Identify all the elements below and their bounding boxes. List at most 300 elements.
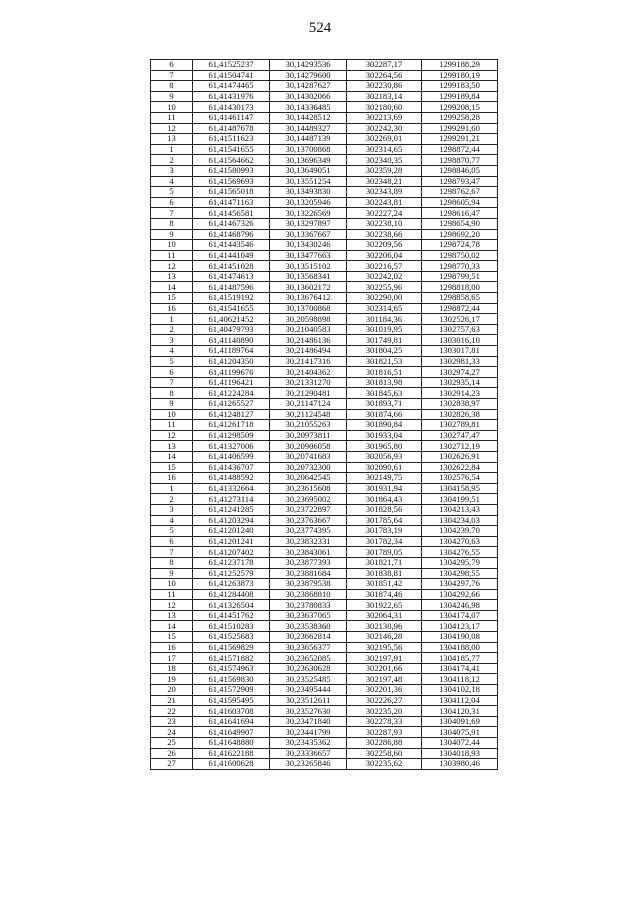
y-coordinate-cell: 1302757,63 — [422, 324, 498, 335]
y-coordinate-cell: 1304091,69 — [422, 716, 498, 727]
latitude-cell: 61,41541655 — [193, 303, 270, 314]
longitude-cell: 30,23763667 — [270, 515, 347, 526]
table-row — [151, 727, 498, 738]
y-coordinate-cell: 1302914,23 — [422, 388, 498, 399]
longitude-cell: 30,23652085 — [270, 653, 347, 664]
y-coordinate-cell: 1304120,31 — [422, 706, 498, 717]
latitude-cell: 61,41569830 — [193, 674, 270, 685]
table-row — [151, 547, 498, 558]
table-row — [151, 134, 498, 145]
point-number-cell: 7 — [151, 377, 193, 388]
longitude-cell: 30,23879538 — [270, 579, 347, 590]
table-row — [151, 314, 498, 325]
table-row — [151, 250, 498, 261]
point-number-cell: 3 — [151, 335, 193, 346]
latitude-cell: 61,41203294 — [193, 515, 270, 526]
longitude-cell: 30,21055263 — [270, 420, 347, 431]
x-coordinate-cell: 301749,81 — [347, 335, 422, 346]
x-coordinate-cell: 301828,56 — [347, 504, 422, 515]
point-number-cell: 15 — [151, 462, 193, 473]
longitude-cell: 30,13430246 — [270, 240, 347, 251]
latitude-cell: 61,41201240 — [193, 526, 270, 537]
y-coordinate-cell: 1298846,05 — [422, 165, 498, 176]
y-coordinate-cell: 1298770,33 — [422, 261, 498, 272]
point-number-cell: 3 — [151, 504, 193, 515]
longitude-cell: 30,23695002 — [270, 494, 347, 505]
y-coordinate-cell: 1299258,28 — [422, 112, 498, 123]
y-coordinate-cell: 1304158,95 — [422, 483, 498, 494]
point-number-cell: 13 — [151, 610, 193, 621]
y-coordinate-cell: 1302576,54 — [422, 473, 498, 484]
y-coordinate-cell: 1302622,84 — [422, 462, 498, 473]
longitude-cell: 30,23615608 — [270, 483, 347, 494]
point-number-cell: 2 — [151, 494, 193, 505]
x-coordinate-cell: 301933,04 — [347, 430, 422, 441]
x-coordinate-cell: 301874,46 — [347, 589, 422, 600]
table-row — [151, 218, 498, 229]
x-coordinate-cell: 302264,56 — [347, 70, 422, 81]
x-coordinate-cell: 302235,62 — [347, 759, 422, 770]
longitude-cell: 30,20973811 — [270, 430, 347, 441]
y-coordinate-cell: 1304102,18 — [422, 685, 498, 696]
y-coordinate-cell: 1298872,44 — [422, 144, 498, 155]
x-coordinate-cell: 302183,14 — [347, 91, 422, 102]
point-number-cell: 15 — [151, 293, 193, 304]
y-coordinate-cell: 1304018,93 — [422, 748, 498, 759]
table-row — [151, 261, 498, 272]
x-coordinate-cell: 302242,30 — [347, 123, 422, 134]
longitude-cell: 30,13493830 — [270, 187, 347, 198]
point-number-cell: 16 — [151, 473, 193, 484]
table-row — [151, 483, 498, 494]
table-row — [151, 60, 498, 71]
x-coordinate-cell: 302243,81 — [347, 197, 422, 208]
point-number-cell: 5 — [151, 526, 193, 537]
table-row — [151, 187, 498, 198]
x-coordinate-cell: 302343,89 — [347, 187, 422, 198]
table-row — [151, 102, 498, 113]
latitude-cell: 61,41332664 — [193, 483, 270, 494]
latitude-cell: 61,41441049 — [193, 250, 270, 261]
table-row — [151, 632, 498, 643]
table-row — [151, 165, 498, 176]
latitude-cell: 61,41467326 — [193, 218, 270, 229]
latitude-cell: 61,41451762 — [193, 610, 270, 621]
table-row — [151, 229, 498, 240]
table-row — [151, 589, 498, 600]
table-row — [151, 399, 498, 410]
table-row — [151, 716, 498, 727]
x-coordinate-cell: 302278,33 — [347, 716, 422, 727]
x-coordinate-cell: 302213,69 — [347, 112, 422, 123]
x-coordinate-cell: 302216,57 — [347, 261, 422, 272]
x-coordinate-cell: 302056,93 — [347, 451, 422, 462]
table-row — [151, 600, 498, 611]
latitude-cell: 61,41595495 — [193, 695, 270, 706]
latitude-cell: 61,41622188 — [193, 748, 270, 759]
table-row — [151, 420, 498, 431]
longitude-cell: 30,14279600 — [270, 70, 347, 81]
latitude-cell: 61,41436707 — [193, 462, 270, 473]
longitude-cell: 30,21040583 — [270, 324, 347, 335]
longitude-cell: 30,23780833 — [270, 600, 347, 611]
point-number-cell: 1 — [151, 314, 193, 325]
y-coordinate-cell: 1298605,94 — [422, 197, 498, 208]
latitude-cell: 61,41326504 — [193, 600, 270, 611]
x-coordinate-cell: 302287,93 — [347, 727, 422, 738]
y-coordinate-cell: 1298870,77 — [422, 155, 498, 166]
y-coordinate-cell: 1304188,00 — [422, 642, 498, 653]
latitude-cell: 61,41649907 — [193, 727, 270, 738]
x-coordinate-cell: 302255,96 — [347, 282, 422, 293]
longitude-cell: 30,20906058 — [270, 441, 347, 452]
table-row — [151, 81, 498, 92]
longitude-cell: 30,23774395 — [270, 526, 347, 537]
table-row — [151, 515, 498, 526]
y-coordinate-cell: 1304123,17 — [422, 621, 498, 632]
point-number-cell: 1 — [151, 483, 193, 494]
latitude-cell: 61,41263873 — [193, 579, 270, 590]
y-coordinate-cell: 1302981,33 — [422, 356, 498, 367]
table-row — [151, 91, 498, 102]
latitude-cell: 61,41443546 — [193, 240, 270, 251]
latitude-cell: 61,41241285 — [193, 504, 270, 515]
point-number-cell: 27 — [151, 759, 193, 770]
point-number-cell: 9 — [151, 399, 193, 410]
point-number-cell: 2 — [151, 155, 193, 166]
point-number-cell: 14 — [151, 621, 193, 632]
latitude-cell: 61,41456581 — [193, 208, 270, 219]
latitude-cell: 61,41196421 — [193, 377, 270, 388]
y-coordinate-cell: 1304295,79 — [422, 557, 498, 568]
x-coordinate-cell: 302195,56 — [347, 642, 422, 653]
longitude-cell: 30,23441799 — [270, 727, 347, 738]
longitude-cell: 30,23265846 — [270, 759, 347, 770]
x-coordinate-cell: 301184,36 — [347, 314, 422, 325]
x-coordinate-cell: 302149,75 — [347, 473, 422, 484]
longitude-cell: 30,21124548 — [270, 409, 347, 420]
y-coordinate-cell: 1304276,55 — [422, 547, 498, 558]
latitude-cell: 61,41284408 — [193, 589, 270, 600]
longitude-cell: 30,23525485 — [270, 674, 347, 685]
latitude-cell: 61,41471163 — [193, 197, 270, 208]
y-coordinate-cell: 1304246,98 — [422, 600, 498, 611]
table-row — [151, 144, 498, 155]
table-row — [151, 642, 498, 653]
x-coordinate-cell: 302209,56 — [347, 240, 422, 251]
x-coordinate-cell: 302359,28 — [347, 165, 422, 176]
latitude-cell: 61,41224284 — [193, 388, 270, 399]
point-number-cell: 9 — [151, 568, 193, 579]
y-coordinate-cell: 1304234,03 — [422, 515, 498, 526]
y-coordinate-cell: 1304185,77 — [422, 653, 498, 664]
table-row — [151, 738, 498, 749]
point-number-cell: 10 — [151, 579, 193, 590]
x-coordinate-cell: 302090,61 — [347, 462, 422, 473]
latitude-cell: 61,41603708 — [193, 706, 270, 717]
longitude-cell: 30,23527630 — [270, 706, 347, 717]
latitude-cell: 61,41541655 — [193, 144, 270, 155]
x-coordinate-cell: 302064,31 — [347, 610, 422, 621]
y-coordinate-cell: 1302826,38 — [422, 409, 498, 420]
x-coordinate-cell: 302201,66 — [347, 663, 422, 674]
latitude-cell: 61,41204350 — [193, 356, 270, 367]
x-coordinate-cell: 302180,60 — [347, 102, 422, 113]
point-number-cell: 8 — [151, 81, 193, 92]
table-row — [151, 356, 498, 367]
table-row — [151, 367, 498, 378]
x-coordinate-cell: 301851,42 — [347, 579, 422, 590]
table-row — [151, 759, 498, 770]
latitude-cell: 61,41569829 — [193, 642, 270, 653]
point-number-cell: 12 — [151, 261, 193, 272]
latitude-cell: 61,41510283 — [193, 621, 270, 632]
latitude-cell: 61,41199676 — [193, 367, 270, 378]
longitude-cell: 30,14302066 — [270, 91, 347, 102]
latitude-cell: 61,41201241 — [193, 536, 270, 547]
table-row — [151, 653, 498, 664]
point-number-cell: 8 — [151, 218, 193, 229]
latitude-cell: 61,41327006 — [193, 441, 270, 452]
longitude-cell: 30,20598898 — [270, 314, 347, 325]
latitude-cell: 61,41504741 — [193, 70, 270, 81]
longitude-cell: 30,23877393 — [270, 557, 347, 568]
longitude-cell: 30,14336485 — [270, 102, 347, 113]
point-number-cell: 6 — [151, 367, 193, 378]
point-number-cell: 12 — [151, 123, 193, 134]
longitude-cell: 30,13515102 — [270, 261, 347, 272]
x-coordinate-cell: 302286,88 — [347, 738, 422, 749]
x-coordinate-cell: 301019,95 — [347, 324, 422, 335]
longitude-cell: 30,20732300 — [270, 462, 347, 473]
table-row — [151, 282, 498, 293]
latitude-cell: 61,41189764 — [193, 346, 270, 357]
x-coordinate-cell: 301922,65 — [347, 600, 422, 611]
latitude-cell: 61,40621452 — [193, 314, 270, 325]
y-coordinate-cell: 1303016,10 — [422, 335, 498, 346]
longitude-cell: 30,14293536 — [270, 60, 347, 71]
x-coordinate-cell: 301816,51 — [347, 367, 422, 378]
x-coordinate-cell: 301813,98 — [347, 377, 422, 388]
point-number-cell: 5 — [151, 187, 193, 198]
longitude-cell: 30,23843061 — [270, 547, 347, 558]
longitude-cell: 30,13696349 — [270, 155, 347, 166]
point-number-cell: 5 — [151, 356, 193, 367]
table-row — [151, 430, 498, 441]
point-number-cell: 7 — [151, 547, 193, 558]
x-coordinate-cell: 302130,96 — [347, 621, 422, 632]
point-number-cell: 18 — [151, 663, 193, 674]
point-number-cell: 10 — [151, 409, 193, 420]
longitude-cell: 30,13226569 — [270, 208, 347, 219]
latitude-cell: 61,41511623 — [193, 134, 270, 145]
latitude-cell: 61,41431976 — [193, 91, 270, 102]
point-number-cell: 3 — [151, 165, 193, 176]
x-coordinate-cell: 301785,64 — [347, 515, 422, 526]
y-coordinate-cell: 1304174,07 — [422, 610, 498, 621]
longitude-cell: 30,20642545 — [270, 473, 347, 484]
y-coordinate-cell: 1298793,47 — [422, 176, 498, 187]
table-row — [151, 123, 498, 134]
longitude-cell: 30,23495444 — [270, 685, 347, 696]
latitude-cell: 61,41298509 — [193, 430, 270, 441]
latitude-cell: 61,41207402 — [193, 547, 270, 558]
table-row — [151, 112, 498, 123]
coordinates-table-body — [151, 60, 498, 770]
table-row — [151, 685, 498, 696]
longitude-cell: 30,13700868 — [270, 303, 347, 314]
point-number-cell: 4 — [151, 515, 193, 526]
y-coordinate-cell: 1298858,65 — [422, 293, 498, 304]
longitude-cell: 30,23336657 — [270, 748, 347, 759]
y-coordinate-cell: 1303980,46 — [422, 759, 498, 770]
point-number-cell: 11 — [151, 250, 193, 261]
longitude-cell: 30,23637065 — [270, 610, 347, 621]
point-number-cell: 11 — [151, 420, 193, 431]
y-coordinate-cell: 1298724,78 — [422, 240, 498, 251]
y-coordinate-cell: 1304174,41 — [422, 663, 498, 674]
point-number-cell: 24 — [151, 727, 193, 738]
latitude-cell: 61,41600628 — [193, 759, 270, 770]
y-coordinate-cell: 1304190,08 — [422, 632, 498, 643]
x-coordinate-cell: 301864,43 — [347, 494, 422, 505]
y-coordinate-cell: 1304298,55 — [422, 568, 498, 579]
x-coordinate-cell: 302242,02 — [347, 271, 422, 282]
table-row — [151, 579, 498, 590]
point-number-cell: 25 — [151, 738, 193, 749]
point-number-cell: 11 — [151, 112, 193, 123]
point-number-cell: 16 — [151, 642, 193, 653]
point-number-cell: 14 — [151, 451, 193, 462]
y-coordinate-cell: 1302838,97 — [422, 399, 498, 410]
x-coordinate-cell: 302238,10 — [347, 218, 422, 229]
longitude-cell: 30,23832331 — [270, 536, 347, 547]
point-number-cell: 15 — [151, 632, 193, 643]
x-coordinate-cell: 302287,17 — [347, 60, 422, 71]
point-number-cell: 9 — [151, 229, 193, 240]
table-row — [151, 557, 498, 568]
x-coordinate-cell: 301845,63 — [347, 388, 422, 399]
y-coordinate-cell: 1302789,81 — [422, 420, 498, 431]
y-coordinate-cell: 1298872,44 — [422, 303, 498, 314]
longitude-cell: 30,23512611 — [270, 695, 347, 706]
table-row — [151, 176, 498, 187]
latitude-cell: 61,41451028 — [193, 261, 270, 272]
table-row — [151, 271, 498, 282]
point-number-cell: 11 — [151, 589, 193, 600]
x-coordinate-cell: 302314,65 — [347, 144, 422, 155]
y-coordinate-cell: 1298818,00 — [422, 282, 498, 293]
y-coordinate-cell: 1304199,51 — [422, 494, 498, 505]
x-coordinate-cell: 301804,25 — [347, 346, 422, 357]
y-coordinate-cell: 1299188,29 — [422, 60, 498, 71]
y-coordinate-cell: 1299180,19 — [422, 70, 498, 81]
latitude-cell: 61,41519192 — [193, 293, 270, 304]
y-coordinate-cell: 1304075,91 — [422, 727, 498, 738]
y-coordinate-cell: 1299291,60 — [422, 123, 498, 134]
table-row — [151, 494, 498, 505]
table-row — [151, 155, 498, 166]
point-number-cell: 6 — [151, 536, 193, 547]
x-coordinate-cell: 302290,00 — [347, 293, 422, 304]
point-number-cell: 1 — [151, 144, 193, 155]
x-coordinate-cell: 302227,24 — [347, 208, 422, 219]
point-number-cell: 6 — [151, 197, 193, 208]
point-number-cell: 17 — [151, 653, 193, 664]
x-coordinate-cell: 301874,66 — [347, 409, 422, 420]
latitude-cell: 61,41488592 — [193, 473, 270, 484]
x-coordinate-cell: 302201,36 — [347, 685, 422, 696]
longitude-cell: 30,13205946 — [270, 197, 347, 208]
x-coordinate-cell: 302230,86 — [347, 81, 422, 92]
latitude-cell: 61,40479793 — [193, 324, 270, 335]
table-row — [151, 324, 498, 335]
x-coordinate-cell: 302269,01 — [347, 134, 422, 145]
x-coordinate-cell: 302238,66 — [347, 229, 422, 240]
page-number: 524 — [308, 20, 332, 36]
latitude-cell: 61,41569693 — [193, 176, 270, 187]
longitude-cell: 30,23471840 — [270, 716, 347, 727]
table-row — [151, 504, 498, 515]
y-coordinate-cell: 1304270,63 — [422, 536, 498, 547]
latitude-cell: 61,41564662 — [193, 155, 270, 166]
point-number-cell: 10 — [151, 102, 193, 113]
table-row — [151, 536, 498, 547]
x-coordinate-cell: 302226,27 — [347, 695, 422, 706]
longitude-cell: 30,20741683 — [270, 451, 347, 462]
longitude-cell: 30,13477663 — [270, 250, 347, 261]
point-number-cell: 7 — [151, 208, 193, 219]
x-coordinate-cell: 301821,53 — [347, 356, 422, 367]
x-coordinate-cell: 301931,94 — [347, 483, 422, 494]
longitude-cell: 30,23538360 — [270, 621, 347, 632]
table-row — [151, 706, 498, 717]
latitude-cell: 61,41265527 — [193, 399, 270, 410]
y-coordinate-cell: 1299291,21 — [422, 134, 498, 145]
y-coordinate-cell: 1304072,44 — [422, 738, 498, 749]
longitude-cell: 30,13367667 — [270, 229, 347, 240]
table-row — [151, 335, 498, 346]
latitude-cell: 61,41248127 — [193, 409, 270, 420]
latitude-cell: 61,41487678 — [193, 123, 270, 134]
x-coordinate-cell: 301783,19 — [347, 526, 422, 537]
point-number-cell: 13 — [151, 441, 193, 452]
point-number-cell: 19 — [151, 674, 193, 685]
latitude-cell: 61,41525237 — [193, 60, 270, 71]
y-coordinate-cell: 1304112,04 — [422, 695, 498, 706]
y-coordinate-cell: 1298762,67 — [422, 187, 498, 198]
point-number-cell: 13 — [151, 271, 193, 282]
longitude-cell: 30,13602172 — [270, 282, 347, 293]
point-number-cell: 23 — [151, 716, 193, 727]
y-coordinate-cell: 1298750,02 — [422, 250, 498, 261]
table-row — [151, 303, 498, 314]
latitude-cell: 61,41487596 — [193, 282, 270, 293]
x-coordinate-cell: 302258,60 — [347, 748, 422, 759]
table-row — [151, 377, 498, 388]
y-coordinate-cell: 1302712,19 — [422, 441, 498, 452]
longitude-cell: 30,23630628 — [270, 663, 347, 674]
longitude-cell: 30,23868810 — [270, 589, 347, 600]
table-row — [151, 621, 498, 632]
x-coordinate-cell: 301893,71 — [347, 399, 422, 410]
latitude-cell: 61,41430173 — [193, 102, 270, 113]
table-row — [151, 610, 498, 621]
longitude-cell: 30,23722897 — [270, 504, 347, 515]
point-number-cell: 14 — [151, 282, 193, 293]
point-number-cell: 20 — [151, 685, 193, 696]
y-coordinate-cell: 1298616,47 — [422, 208, 498, 219]
